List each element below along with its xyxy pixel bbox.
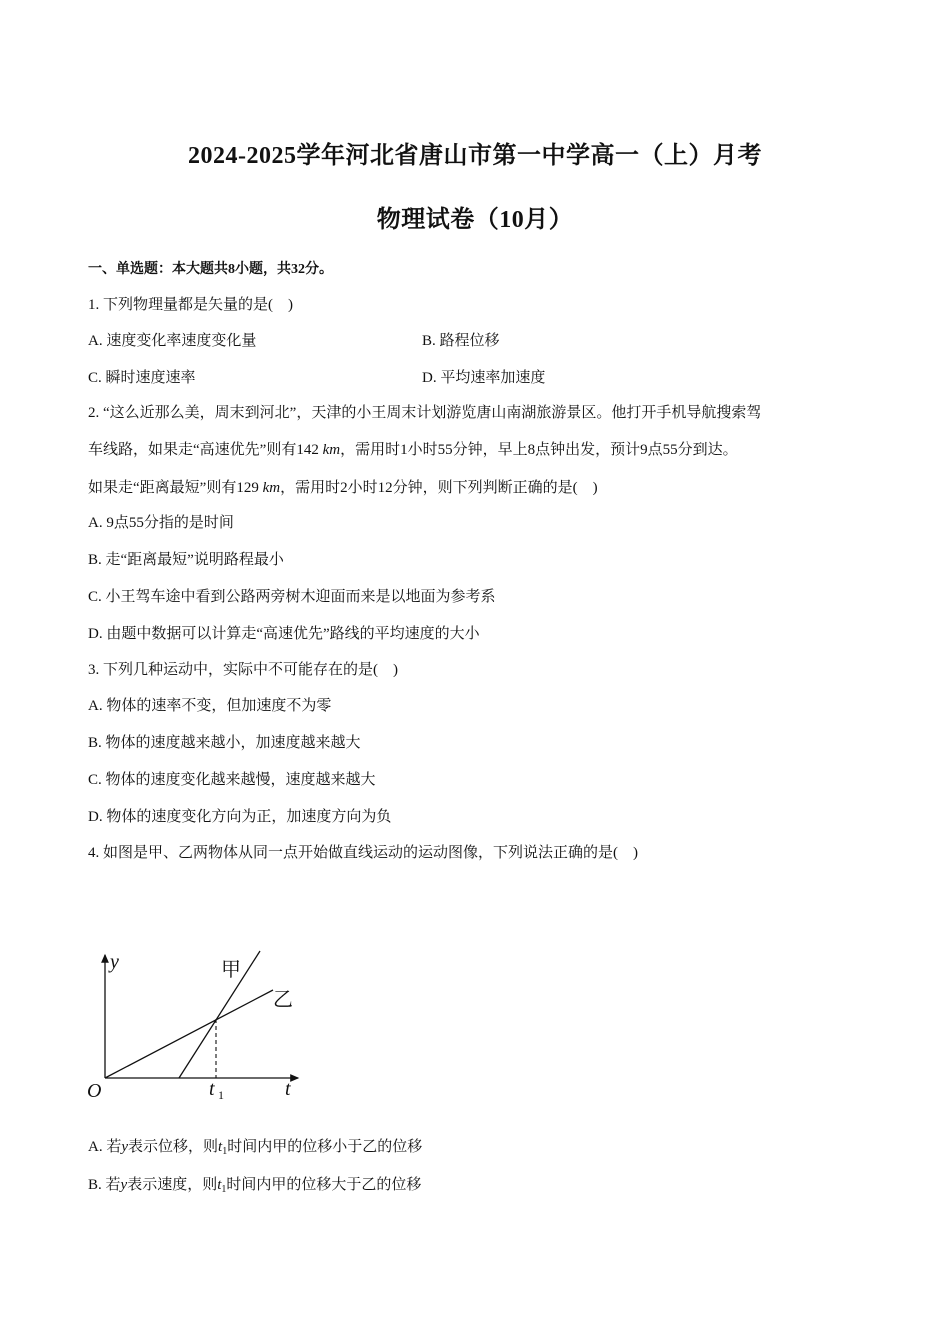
origin-label: O: [87, 1080, 102, 1102]
q4-b-post: 时间内甲的位移大于乙的位移: [226, 1177, 422, 1193]
t1-subscript: 1: [218, 1088, 224, 1102]
q4-stem: 4. 如图是甲、乙两物体从同一点开始做直线运动的运动图像，下列说法正确的是( ): [88, 845, 638, 861]
q4-option-a: [88, 1135, 422, 1157]
q2-line2-text-a: 车线路，如果走“高速优先”则有142: [88, 442, 323, 458]
q2-line3-unit: km: [262, 480, 281, 496]
y-axis-label: y: [110, 951, 119, 973]
q3-option-a: A. 物体的速率不变，但加速度不为零: [88, 698, 332, 714]
q3-option-c: C. 物体的速度变化越来越慢，速度越来越大: [88, 772, 376, 788]
q3-stem: 3. 下列几种运动中，实际中不可能存在的是( ): [88, 662, 398, 678]
q2-stem-line2: [88, 438, 738, 459]
line-jia: [179, 951, 260, 1078]
q2-option-a: A. 9点55分指的是时间: [88, 515, 234, 531]
q1-option-d: D. 平均速率加速度: [422, 370, 546, 386]
q2-option-d: D. 由题中数据可以计算走“高速优先”路线的平均速度的大小: [88, 626, 480, 642]
q1-option-a: A. 速度变化率速度变化量: [88, 333, 257, 349]
line-yi-label: 乙: [273, 989, 293, 1011]
q1-stem: 1. 下列物理量都是矢量的是( ): [88, 297, 293, 313]
q1-option-c: C. 瞬时速度速率: [88, 370, 196, 386]
q1-option-b: B. 路程位移: [422, 333, 500, 349]
exam-title-line2: 物理试卷（10月）: [376, 207, 574, 233]
q4-option-b: [88, 1173, 421, 1195]
q2-line3-text-b: ，需用时2小时12分钟，则下列判断正确的是( ): [280, 480, 598, 496]
q4-a-sub: 1: [222, 1146, 228, 1157]
q3-option-d: D. 物体的速度变化方向为正，加速度方向为负: [88, 809, 392, 825]
q4-a-mid: 表示位移，则: [128, 1139, 219, 1155]
q4-b-mid: 表示速度，则: [127, 1177, 218, 1193]
motion-graph: [80, 945, 320, 1105]
t1-label: t: [209, 1078, 215, 1100]
q4-b-sub: 1: [221, 1184, 227, 1195]
line-jia-label: 甲: [221, 959, 241, 981]
q2-line2-unit: km: [322, 442, 341, 458]
exam-title-line1: 2024-2025学年河北省唐山市第一中学高一（上）月考: [188, 143, 762, 169]
q4-a-pre: A. 若: [88, 1139, 122, 1155]
q4-b-pre: B. 若: [88, 1177, 121, 1193]
line-yi: [105, 990, 273, 1078]
q2-option-b: B. 走“距离最短”说明路程最小: [88, 552, 284, 568]
x-axis-label: t: [285, 1078, 291, 1100]
section-heading: 一、单选题：本大题共8小题，共32分。: [88, 262, 333, 277]
q4-a-post: 时间内甲的位移小于乙的位移: [227, 1139, 423, 1155]
q2-stem-line3: [88, 476, 598, 497]
q4-a-var: y: [121, 1139, 129, 1155]
q2-line2-text-b: ，需用时1小时55分钟，早上8点钟出发，预计9点55分到达。: [340, 442, 738, 458]
q4-b-var: y: [120, 1177, 128, 1193]
q2-option-c: C. 小王驾车途中看到公路两旁树木迎面而来是以地面为参考系: [88, 589, 496, 605]
q2-stem-line1: 2. “这么近那么美，周末到河北”，天津的小王周末计划游览唐山南湖旅游景区。他打开手机导航搜索驾: [88, 405, 762, 421]
q2-line3-text-a: 如果走“距离最短”则有129: [88, 480, 263, 496]
q4-a-t: t: [218, 1139, 223, 1155]
q3-option-b: B. 物体的速度越来越小，加速度越来越大: [88, 735, 361, 751]
q4-b-t: t: [217, 1177, 222, 1193]
